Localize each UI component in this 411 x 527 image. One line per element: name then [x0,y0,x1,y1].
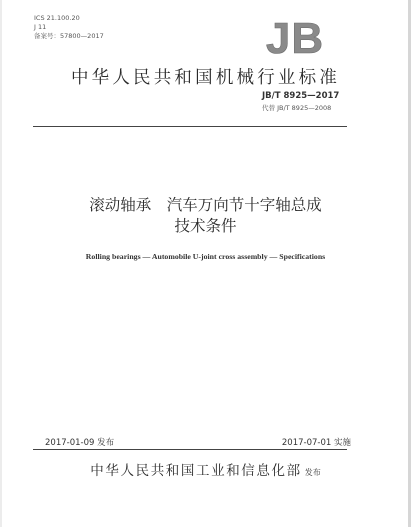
title-chinese-line1: 滚动轴承 汽车万向节十字轴总成 [89,196,322,214]
standard-number: JB/T 8925—2017 [262,91,340,101]
title-chinese-line2: 技术条件 [174,217,237,235]
organization-title: 中华人民共和国机械行业标准 [70,68,341,88]
publish-date: 2017-01-09 发布 [45,438,115,448]
jb-logo-text: JB [265,14,325,58]
title-english: Rolling bearings — Automobile U-joint cross assembly — Specifications [85,252,326,261]
filing-number: 备案号：57800—2017 [34,32,104,40]
issuer-suffix: 发布 [304,468,321,477]
replaces-standard: 代替 JB/T 8925—2008 [262,104,332,112]
implement-date: 2017-07-01 实施 [281,438,351,448]
ics-code: ICS 21.100.20 [34,14,80,22]
jb-logo [262,14,328,58]
top-divider [33,126,347,127]
issuer-line [0,459,411,479]
ccs-code: J 11 [34,23,47,31]
issuer-name: 中华人民共和国工业和信息化部 [90,463,302,479]
bottom-divider [33,449,347,450]
